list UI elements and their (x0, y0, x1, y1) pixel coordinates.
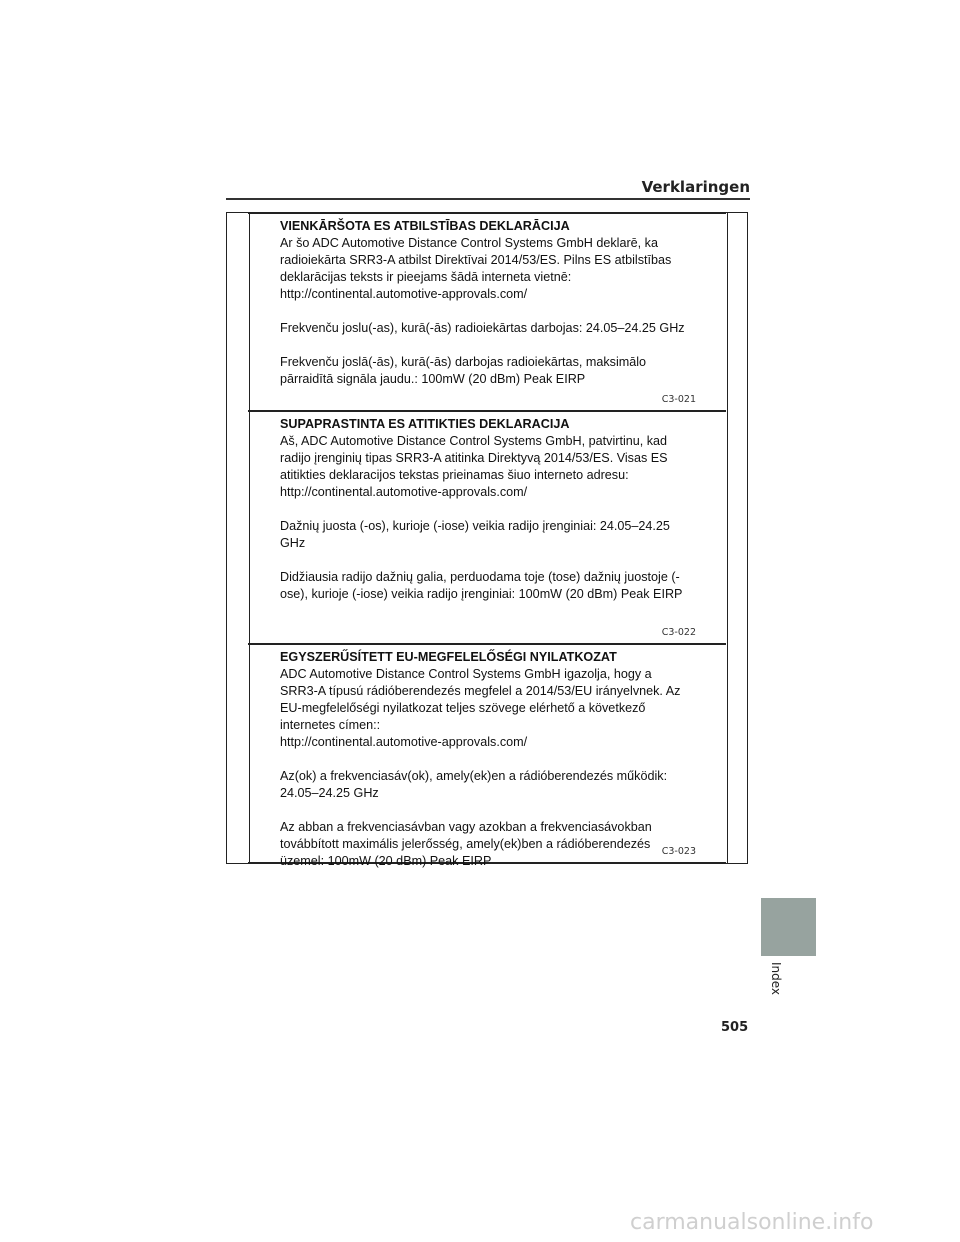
index-tab-label[interactable]: Index (769, 962, 783, 996)
declaration-panel-lithuanian (248, 410, 726, 643)
figure-code: C3-022 (661, 627, 696, 638)
panel-title: SUPAPRASTINTA ES ATITIKTIES DEKLARACIJA (280, 417, 570, 431)
panel-paragraph: Frekvenču joslu(-as), kurā(-ās) radioiekārtas darbojas: 24.05–24.25 GHz (280, 321, 685, 335)
panel-paragraph: Az abban a frekvenciasávban vagy azokban a frekvenciasávokban továbbított maximális jelerősség, amely(ek)ben a rádióberendezés üzemel: 100mW (20 dBm) Peak EIRP (280, 820, 652, 868)
panel-paragraph: Az(ok) a frekvenciasáv(ok), amely(ek)en a rádióberendezés működik: 24.05–24.25 GHz (280, 769, 668, 800)
page-number: 505 (721, 1020, 749, 1035)
panel-title: EGYSZERŰSÍTETT EU-MEGFELELŐSÉGI NYILATKOZAT (280, 650, 617, 664)
panel-paragraph: Didžiausia radijo dažnių galia, perduodama toje (tose) dažnių juostoje (- ose), kurioje (-iose) veikia radijo įrenginiai: 100mW (20 dBm) Peak EIRP (280, 570, 683, 601)
declaration-panel-hungarian (248, 643, 726, 868)
figure-code: C3-023 (661, 846, 696, 857)
index-tab[interactable] (761, 898, 816, 956)
panel-paragraph: Dažnių juosta (-os), kurioje (-iose) veikia radijo įrenginiai: 24.05–24.25 GHz (280, 519, 670, 550)
panel-paragraph: Aš, ADC Automotive Distance Control Systems GmbH, patvirtinu, kad radijo įrenginių tipas SRR3-A atitinka Direktyvą 2014/53/ES. Visas ES atitikties deklaracijos tekstas prieinamas šiuo interneto adresu: http://continental.automotive-approvals.com/ (280, 434, 668, 499)
panel-paragraph: Frekvenču joslā(-ās), kurā(-ās) darbojas radioiekārtas, maksimālo pārraidītā signāla jaudu.: 100mW (20 dBm) Peak EIRP (280, 355, 647, 386)
panel-paragraph: ADC Automotive Distance Control Systems GmbH igazolja, hogy a SRR3-A típusú rádióberendezés megfelel a 2014/53/EU irányelvnek. Az EU-megfelelőségi nyilatkozat teljes szövege elérhető a következő internetes címen:: http://continental.automotive-approvals.com/ (280, 667, 681, 749)
section-title: Verklaringen (641, 178, 750, 196)
watermark: carmanualsonline.info (630, 1210, 874, 1235)
figure-code: C3-021 (661, 394, 696, 405)
frame-inner-right-rule (727, 213, 728, 863)
panel-title: VIENKĀRŠOTA ES ATBILSTĪBAS DEKLARĀCIJA (280, 219, 570, 233)
panel-paragraph: Ar šo ADC Automotive Distance Control Systems GmbH deklarē, ka radioiekārta SRR3-A atbilst Direktīvai 2014/53/ES. Pilns ES atbilstības deklarācijas teksts ir pieejams šādā interneta vietnē: http://continental.automotive-approvals.com/ (280, 236, 672, 301)
header-rule (226, 198, 750, 200)
declaration-panel-latvian (248, 212, 726, 410)
